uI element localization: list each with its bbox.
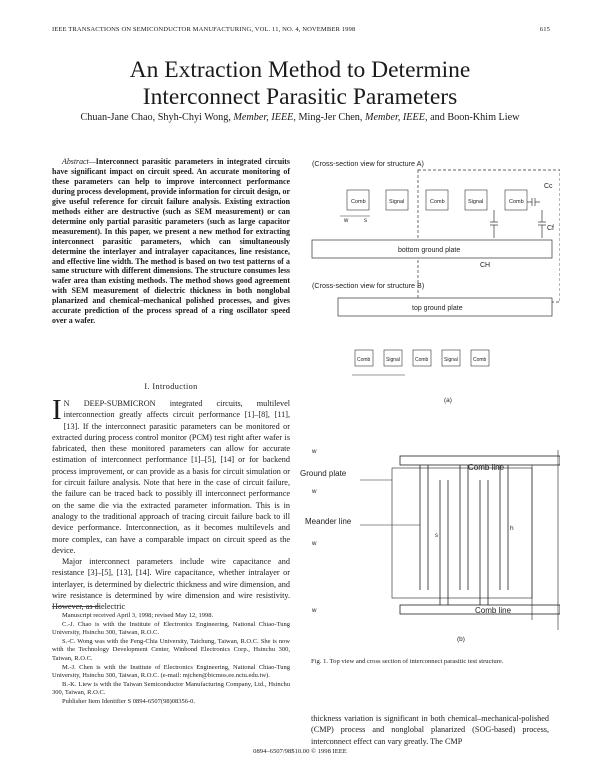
author-line — [0, 112, 600, 123]
dropcap: I — [52, 394, 62, 426]
footnote-6: Publisher Item Identifier S 0894-6507(98)08356-0. — [62, 697, 196, 705]
label-comb-a2: Comb — [430, 199, 445, 205]
label-w-b3: w — [312, 540, 317, 547]
footnote-5: B.-K. Liew is with the Taiwan Semiconductor Manufacturing Company, Ltd., Hsinchu 300, Taiwan, R.O.C. — [52, 680, 290, 697]
figure-caption-text: Top view and cross section of interconnect parasitic test structure. — [329, 658, 504, 665]
label-comb-b2: Comb — [415, 357, 429, 363]
footnotes — [52, 612, 290, 707]
abstract-lead: Abstract— — [62, 157, 96, 166]
intro-text — [52, 394, 291, 613]
label-signal-b1: Signal — [386, 357, 400, 363]
label-s-b: s — [435, 533, 438, 539]
footnote-rule — [52, 606, 100, 607]
copyright-line: 0894–6507/98$10.00 © 1998 IEEE — [253, 748, 347, 755]
label-w-b4: w — [312, 607, 317, 614]
footnote-3: S.-C. Wong was with the Feng-Chia University, Taichung, Taiwan, R.O.C. She is now with the Technology Development Center, Winbond Electronics Corp., Hsinchu 300, Taiwan, R.O.C. — [52, 637, 290, 662]
structure-a-title: (Cross-section view for structure A) — [312, 159, 424, 168]
label-comb-line-bottom: Comb line — [475, 606, 512, 615]
page-number: 615 — [539, 26, 550, 33]
label-ch: CH — [480, 262, 491, 269]
intro-first-word: N DEEP-SUBMICRON — [63, 399, 156, 408]
label-comb-line-top: Comb line — [468, 463, 505, 472]
footnote-1: Manuscript received April 3, 1998; revised May 12, 1998. — [62, 612, 214, 619]
author-2: Ming-Jer Chen, — [298, 112, 363, 123]
author-1-role: Member, IEEE, — [233, 112, 296, 123]
intro-p1: integrated circuits, multilevel interconnection greatly affects circuit performance [1]–[8], [11], [13]. If the interconnect parasitic parameters can be monitored or extracted during process control monitor (PCM) test right after wafer is fabricated, then these monitored parameters can allow for accurate estimation of interconnect performance [1]–[5], [14] or for backend process improvement, or can provide as a basis for circuit simulation or for circuit failure analysis. Note that here in the case of circuit failure, the failure can be traced back to possibly ill interconnect performance on the same die via the extracted parameter information. This is in analogy to the traditional approach of tracing circuit failure back to ill device performance. Interconnection, as it becomes multilevels and more complex, can have a comparable impact on circuit speed as the device. — [52, 399, 291, 555]
right-column-text: thickness variation is significant in both chemical–mechanical-polished (CMP) process and nonglobal planarized (SOG-based) process, interconnect effect can vary greatly. The CMP — [311, 714, 549, 746]
label-signal-a1: Signal — [389, 199, 405, 205]
footnote-2: C.-J. Chao is with the Institute of Electronics Engineering, National Chiao-Tung University, Hsinchu 300, Taiwan, R.O.C. — [52, 620, 290, 637]
label-w-b1: w — [312, 448, 317, 455]
section-heading: I. Introduction — [144, 382, 198, 391]
label-a: (a) — [444, 397, 452, 404]
footnote-4: M.-J. Chen is with the Institute of Electronics Engineering, National Chiao-Tung University, Hsinchu 300, Taiwan, R.O.C. (e-mail: mjchen@bicmos.ee.nctu.edu.tw). — [52, 663, 290, 680]
author-1: Chuan-Jane Chao, Shyh-Chyi Wong, — [80, 112, 231, 123]
label-cc: Cc — [544, 183, 553, 190]
label-comb-a3: Comb — [509, 199, 524, 205]
abstract-body: Interconnect parasitic parameters in integrated circuits have significant impact on circuit speed. An accurate monitoring of these parameters can help to improve interconnect performance during process development, provide information for circuit design, or give useful reference for circuit failure analysis. Existing extraction methods either are destructive (such as SEM measurement) or can determine only partial parasitic parameters (such as large capacitor measurement). In this paper, we present a new method for extracting interconnect parasitic parameters, which can simultaneously determine the interlayer and intralayer capacitances, line resistance, and effective line width. The method is based on two test patterns of a same structure with different dimensions. The structure consumes less wafer area than existing methods. The method shows good agreement with SEM measurement of dielectric thickness in both nonglobal planarized and chemical–mechanical polished processes, and gives accurate prediction of the process spread of a ring oscillator speed over a wafer. — [52, 157, 290, 326]
label-ground-plate: Ground plate — [300, 469, 347, 478]
label-bottom-plate: bottom ground plate — [398, 247, 461, 254]
label-h: h — [510, 525, 514, 532]
structure-b-title: (Cross-section view for structure B) — [312, 281, 425, 290]
label-comb-b3: Comb — [473, 357, 487, 363]
title-line-2: Interconnect Parasitic Parameters — [142, 84, 458, 110]
title-line-1: An Extraction Method to Determine — [129, 57, 471, 83]
label-b: (b) — [457, 636, 465, 643]
figure-1 — [300, 150, 560, 650]
author-3: and Boon-Khim Liew — [430, 112, 520, 123]
label-top-plate: top ground plate — [412, 305, 463, 312]
page-title — [0, 57, 600, 111]
label-comb-b1: Comb — [357, 357, 371, 363]
author-2-role: Member, IEEE, — [365, 112, 428, 123]
label-signal-a2: Signal — [468, 199, 484, 205]
label-s-a: s — [364, 218, 367, 224]
figure-caption-number: Fig. 1. — [311, 658, 329, 665]
label-w-b2: w — [312, 488, 317, 495]
label-comb-a1: Comb — [351, 199, 366, 205]
intro-paragraph-1 — [52, 394, 291, 556]
label-signal-b2: Signal — [444, 357, 458, 363]
label-w-a: w — [344, 218, 349, 224]
journal-header: IEEE TRANSACTIONS ON SEMICONDUCTOR MANUFACTURING, VOL. 11, NO. 4, NOVEMBER 1998 — [52, 26, 356, 33]
figure-caption — [311, 657, 549, 666]
intro-p2: Major interconnect parameters include wire capacitance and resistance [3]–[5], [13], [14]. Wire capacitance, whether intralayer or interlayer, is determined by dielectric thickness and wire dimension, and wire resistance is determined by wire dimension and wire resistivity. However, as dielectric — [52, 557, 290, 612]
label-cf: Cf — [547, 225, 554, 232]
abstract — [52, 157, 290, 326]
label-meander-line: Meander line — [305, 517, 352, 526]
ground-plate-outline — [392, 468, 532, 598]
